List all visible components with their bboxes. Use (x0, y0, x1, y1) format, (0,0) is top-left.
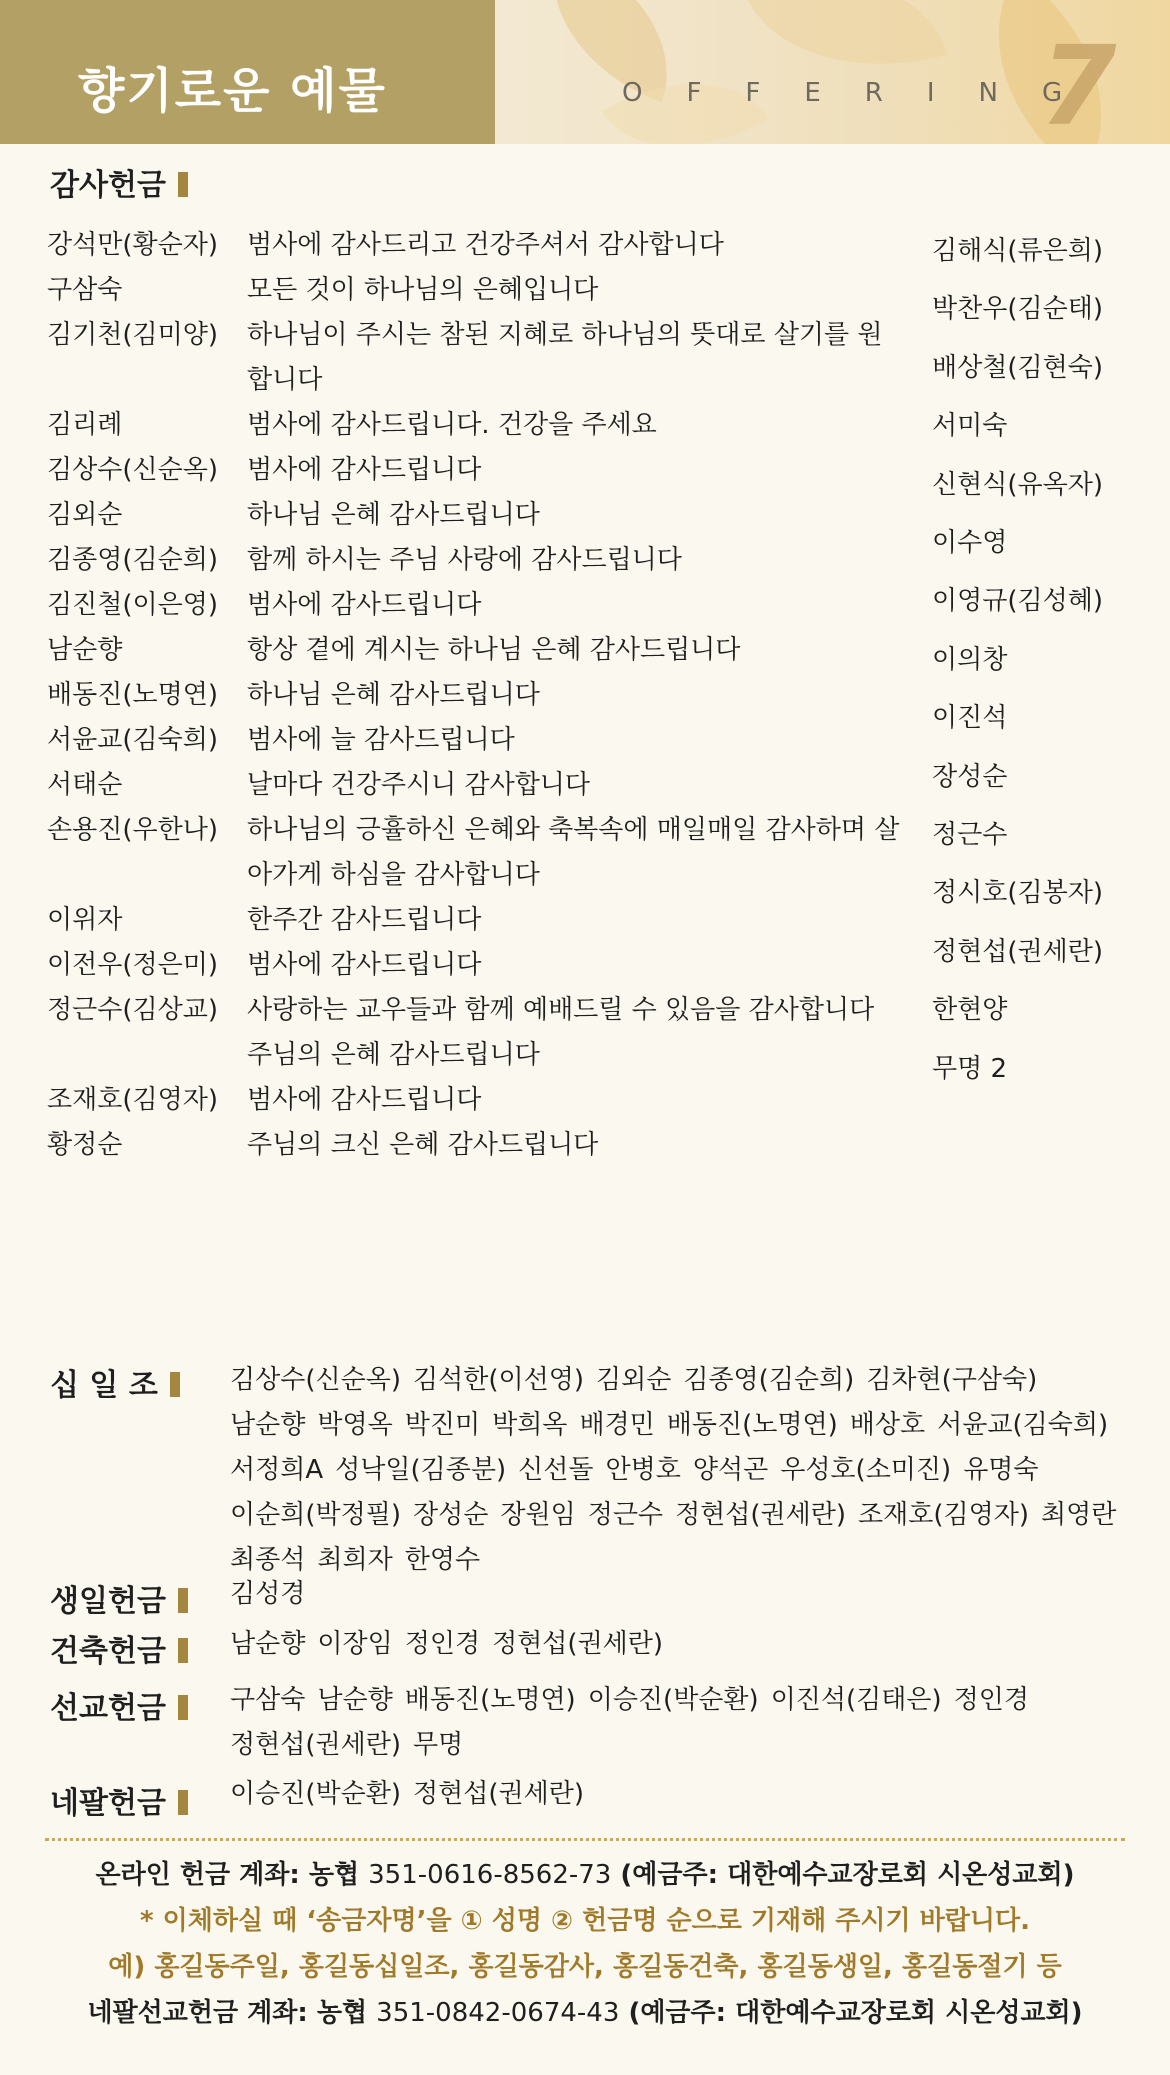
gratitude-row (47, 403, 907, 448)
donor-name: 무명 2 (932, 1053, 1008, 1084)
gratitude-row (47, 673, 907, 718)
donor-name: 신현식(유옥자) (932, 469, 1103, 500)
donor-name: 김석한(이선영) (412, 1365, 584, 1395)
donor-name: 이승진(박순환) (587, 1685, 759, 1715)
gratitude-row (47, 493, 907, 538)
donor-name: 김리례 (47, 410, 123, 440)
gratitude-message: 항상 곁에 계시는 하나님 은혜 감사드립니다 (247, 635, 741, 665)
donor-name: 서윤교(김숙희) (47, 725, 218, 755)
gratitude-message: 범사에 감사드립니다 (247, 950, 482, 980)
donor-name: 우성호(소미진) (780, 1455, 952, 1485)
donor-name: 남순향 (230, 1629, 306, 1659)
gratitude-row (47, 223, 907, 268)
gratitude-row (47, 808, 907, 898)
donor-name: 박찬우(김순태) (932, 294, 1103, 325)
donor-name: 김상수(신순옥) (230, 1365, 401, 1395)
mission-names (230, 1678, 1130, 1768)
donor-name: 김기천(김미양) (47, 320, 218, 350)
donor-name: 김차현(구삼숙) (866, 1365, 1038, 1395)
donor-name: 이전우(정은미) (47, 950, 218, 980)
donor-name: 이장임 (317, 1629, 393, 1659)
gratitude-row (47, 1078, 907, 1123)
donor-name: 남순향 (230, 1410, 306, 1440)
donor-name: 이수영 (932, 528, 1008, 559)
donor-name: 양석곤 (692, 1455, 769, 1485)
section-marker (178, 1638, 188, 1663)
donor-name: 김외순 (595, 1365, 672, 1395)
donor-name: 서정희A (230, 1455, 324, 1485)
donor-name: 김외순 (47, 500, 123, 530)
section-marker (178, 1790, 188, 1815)
donor-name: 서미숙 (932, 411, 1008, 442)
donor-name: 장성순 (412, 1500, 489, 1530)
donor-name: 정현섭(권세란) (492, 1629, 664, 1659)
donor-name: 김해식(류은희) (932, 236, 1103, 266)
gratitude-message: 범사에 감사드립니다 (247, 590, 482, 620)
nepal-names (230, 1772, 1130, 1817)
donor-name: 한현양 (932, 995, 1008, 1026)
donor-name: 강석만(황순자) (47, 230, 218, 260)
donor-name: 이영규(김성혜) (932, 586, 1103, 617)
donor-name: 신선돌 (518, 1455, 594, 1485)
gratitude-message: 범사에 감사드리고 건강주셔서 감사합니다 (247, 230, 724, 260)
donor-name: 김종영(김순희) (47, 545, 218, 575)
donor-name: 안병호 (605, 1455, 681, 1485)
donor-name: 이순희(박정필) (230, 1500, 401, 1530)
gratitude-row (47, 763, 907, 808)
gratitude-row (47, 943, 907, 988)
account-info (0, 1852, 1170, 2036)
donor-name: 황정순 (47, 1130, 123, 1160)
mission-label: 선교헌금 (50, 1683, 188, 1727)
nepal-account-number: 351-0842-0674-43 (376, 1998, 620, 2028)
donor-name: 무명 (412, 1730, 464, 1760)
gratitude-message: 사랑하는 교우들과 함께 예배드릴 수 있음을 감사합니다 주님의 은혜 감사드립니다 (247, 995, 875, 1070)
donor-name: 정인경 (404, 1629, 481, 1659)
donor-name: 유명숙 (963, 1455, 1039, 1485)
gratitude-message: 범사에 감사드립니다 (247, 1085, 482, 1115)
donor-name: 박희옥 (492, 1410, 568, 1440)
donor-name: 김종영(김순희) (683, 1365, 855, 1395)
section-marker (178, 1695, 188, 1720)
donor-name: 배상호 (849, 1410, 926, 1440)
section-marker (178, 1588, 188, 1613)
donor-name: 손용진(우한나) (47, 815, 218, 845)
gratitude-message: 모든 것이 하나님의 은혜입니다 (247, 275, 599, 305)
donor-name: 김성경 (230, 1579, 306, 1609)
donor-name: 성낙일(김종분) (335, 1455, 507, 1485)
donor-name: 최희자 (317, 1545, 393, 1575)
donor-name: 배동진(노명연) (47, 680, 218, 710)
donor-name: 서태순 (47, 770, 123, 800)
gratitude-row (47, 448, 907, 493)
gratitude-row (47, 268, 907, 313)
online-account-line: 온라인 헌금 계좌: 농협 351-0616-8562-73 (예금주: 대한예수교장로회 시온성교회) (95, 1860, 1075, 1890)
donor-name: 구삼숙 (47, 275, 123, 305)
online-account-number: 351-0616-8562-73 (368, 1860, 612, 1890)
gratitude-row (47, 718, 907, 763)
nepal-account-line: 네팔선교헌금 계좌: 농협 351-0842-0674-43 (예금주: 대한예수교장로회 시온성교회) (87, 1998, 1083, 2028)
donor-name: 정근수 (932, 820, 1008, 851)
donor-name: 김상수(신순옥) (47, 455, 218, 485)
gratitude-list (47, 223, 907, 1168)
gratitude-message: 범사에 감사드립니다. 건강을 주세요 (247, 410, 657, 440)
gratitude-row (47, 313, 907, 403)
donor-name: 배상철(김현숙) (932, 352, 1103, 383)
donor-name: 정시호(김봉자) (932, 878, 1103, 909)
header-banner (0, 0, 1170, 144)
donor-name: 남순향 (317, 1685, 393, 1715)
gratitude-message: 주님의 크신 은혜 감사드립니다 (247, 1130, 599, 1160)
donor-name: 정현섭(권세란) (230, 1730, 401, 1760)
donor-name: 조재호(김영자) (47, 1085, 218, 1115)
section-marker (170, 1372, 180, 1397)
donor-name: 이진석 (932, 703, 1008, 734)
donor-name: 장원임 (500, 1500, 576, 1530)
offering-subtitle: OFFERING (622, 78, 1107, 108)
gratitude-message: 범사에 늘 감사드립니다 (247, 725, 515, 755)
donor-name: 배경민 (579, 1410, 655, 1440)
gratitude-message: 범사에 감사드립니다 (247, 455, 482, 485)
donor-name: 박영옥 (317, 1410, 393, 1440)
donor-name: 정인경 (953, 1685, 1030, 1715)
donor-name: 정근수 (587, 1500, 664, 1530)
nepal-label: 네팔헌금 (50, 1778, 188, 1822)
donor-name: 김진철(이은영) (47, 590, 218, 620)
gratitude-row (47, 898, 907, 943)
gratitude-message: 하나님 은혜 감사드립니다 (247, 680, 540, 710)
tithe-label: 십 일 조 (50, 1360, 180, 1404)
building-label: 건축헌금 (50, 1626, 188, 1670)
donor-name: 정현섭(권세란) (675, 1500, 847, 1530)
donor-name: 구삼숙 (230, 1685, 306, 1715)
donor-name: 정현섭(권세란) (932, 936, 1103, 967)
gratitude-title: 감사헌금 (50, 160, 188, 204)
donor-name: 이진석(김태은) (770, 1685, 942, 1715)
gratitude-row (47, 988, 907, 1078)
transfer-note: * 이체하실 때 ‘송금자명’을 ① 성명 ② 헌금명 순으로 기재해 주시기 바랍니다. (139, 1906, 1031, 1936)
gratitude-row (47, 538, 907, 583)
donor-name: 최종석 (230, 1545, 306, 1575)
donor-name: 서윤교(김숙희) (937, 1410, 1109, 1440)
page-title: 향기로운 예물 (78, 63, 387, 119)
donor-name: 배동진(노명연) (666, 1410, 838, 1440)
gratitude-message: 날마다 건강주시니 감사합니다 (247, 770, 591, 800)
tithe-names (230, 1358, 1130, 1583)
birthday-label: 생일헌금 (50, 1576, 188, 1620)
gratitude-names-list (932, 222, 1162, 1098)
gratitude-message: 하나님이 주시는 참된 지혜로 하나님의 뜻대로 살기를 원합니다 (247, 320, 883, 395)
donor-name: 정현섭(권세란) (412, 1779, 584, 1809)
section-marker (178, 172, 188, 197)
offering-number: 7 (1040, 22, 1117, 144)
gratitude-message: 하나님의 긍휼하신 은혜와 축복속에 매일매일 감사하며 살아가게 하심을 감사합니다 (247, 815, 900, 890)
gratitude-message: 한주간 감사드립니다 (247, 905, 482, 935)
donor-name: 장성순 (932, 761, 1008, 792)
gratitude-row (47, 1123, 907, 1168)
donor-name: 이위자 (47, 905, 123, 935)
donor-name: 배동진(노명연) (404, 1685, 576, 1715)
donor-name: 남순향 (47, 635, 123, 665)
donor-name: 정근수(김상교) (47, 995, 218, 1025)
gratitude-message: 하나님 은혜 감사드립니다 (247, 500, 540, 530)
dotted-divider (45, 1838, 1125, 1841)
gratitude-row (47, 583, 907, 628)
gratitude-row (47, 628, 907, 673)
donor-name: 최영란 (1041, 1500, 1117, 1530)
donor-name: 이의창 (932, 644, 1008, 675)
donor-name: 조재호(김영자) (858, 1500, 1030, 1530)
donor-name: 박진미 (404, 1410, 481, 1440)
birthday-names (230, 1572, 1130, 1617)
transfer-example: 예) 홍길동주일, 홍길동십일조, 홍길동감사, 홍길동건축, 홍길동생일, 홍길동절기 등 (108, 1952, 1062, 1982)
donor-name: 한영수 (404, 1545, 481, 1575)
gratitude-message: 함께 하시는 주님 사랑에 감사드립니다 (247, 545, 682, 575)
donor-name: 이승진(박순환) (230, 1779, 401, 1809)
building-names (230, 1622, 1130, 1667)
